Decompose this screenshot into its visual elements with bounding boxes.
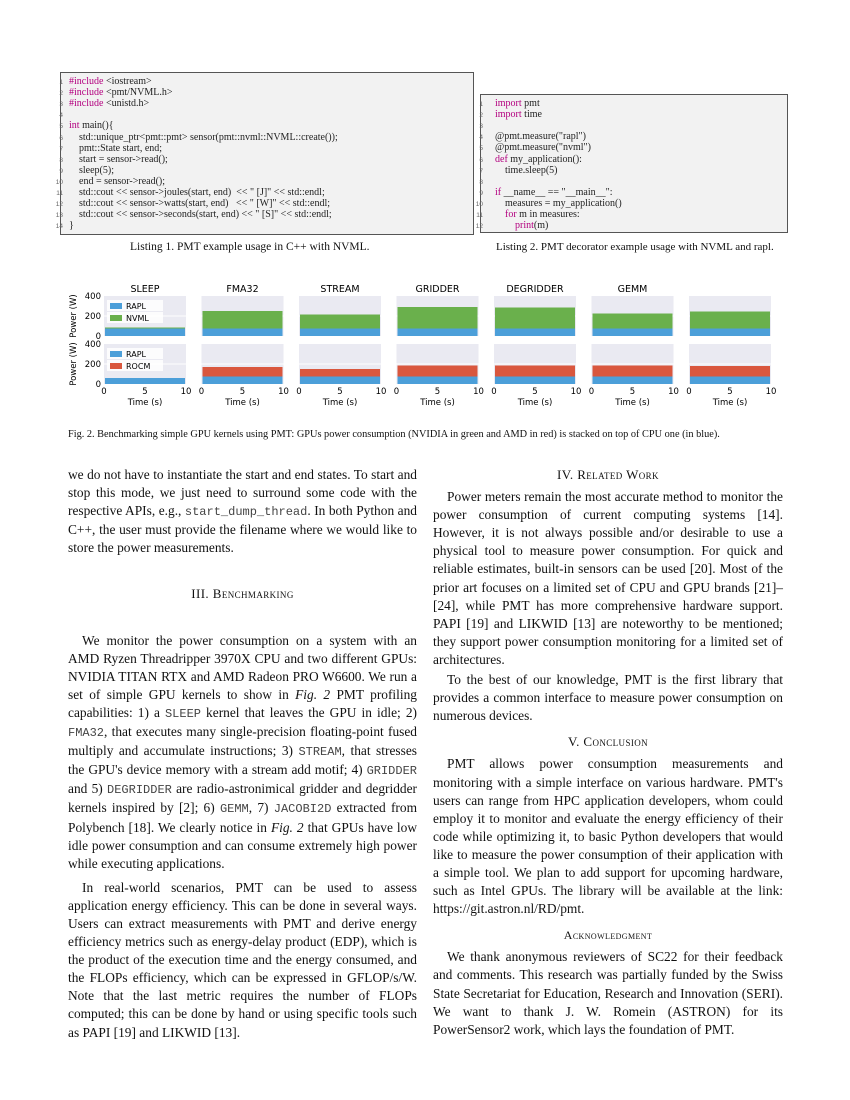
x-tick-label: 10 <box>278 387 289 397</box>
area-rocm <box>593 366 673 377</box>
code-line-number: 10 <box>55 178 63 186</box>
legend-label: RAPL <box>126 350 146 359</box>
y-tick-label: 400 <box>84 340 101 350</box>
related-work-paragraph-2: To the best of our knowledge, PMT is the first library that provides a common interface to measure power consumption on numerous devices. <box>433 672 783 724</box>
code-line: import pmt <box>495 98 540 109</box>
area-rapl <box>495 377 575 385</box>
x-tick-label: 5 <box>727 387 733 397</box>
panel-title: STREAM <box>320 284 360 295</box>
area-rapl <box>105 378 185 384</box>
x-tick-label: 0 <box>296 387 302 397</box>
x-axis-label: Time (s) <box>420 398 455 408</box>
code-line-number: 5 <box>59 123 63 131</box>
code-line-number: 1 <box>59 79 63 86</box>
area-rapl <box>398 377 478 385</box>
code-line-number: 11 <box>56 190 63 197</box>
code-line: @pmt.measure("nvml") <box>495 142 591 154</box>
legend-swatch <box>110 303 122 309</box>
code-line: std::cout << sensor->watts(start, end) << " [W]" << std::endl; <box>69 198 331 210</box>
x-axis-label: Time (s) <box>712 398 748 408</box>
code-line-number: 11 <box>476 212 483 219</box>
x-tick-label: 0 <box>686 387 692 397</box>
code-line-number: 4 <box>59 112 63 120</box>
code-line: import time <box>495 109 542 121</box>
area-rocm <box>690 366 770 377</box>
area-rapl <box>203 329 283 337</box>
area-rapl <box>593 329 673 337</box>
legend-label: RAPL <box>126 302 146 311</box>
section-heading-related-work: IV. Related Work <box>557 467 659 482</box>
code-line-number: 10 <box>475 200 483 208</box>
legend-label: ROCM <box>126 362 151 371</box>
code-line: std::cout << sensor->joules(start, end) << " [J]" << std::endl; <box>69 187 325 198</box>
code-line: } <box>69 220 74 232</box>
left-column <box>68 466 417 1042</box>
code-line-number: 7 <box>479 167 483 175</box>
area-nvml <box>398 307 478 329</box>
area-nvml <box>495 308 575 329</box>
benchmark-paragraph: We monitor the power consumption on a system with an AMD Ryzen Threadripper 3970X CPU and two different GPUs: NVIDIA TITAN RTX and AMD Radeon PRO W6600. We run a set of simple GPU kernels to show in Fig. 2 PMT profiling capabilities: 1) a SLEEP kernel that leaves the GPU in idle; 2) FMA32, that executes many single-precision floating-point fused multiply and accumulate instructions; 3) STREAM, that stresses the GPU's device memory with a stream add motif; 4) GRIDDER and 5) DEGRIDDER are radio-astronimical gridder and degridder kernels inspired by [2]; 6) GEMM, 7) JACOBI2D extracted from Polybench [18]. We clearly notice in Fig. 2 that GPUs have low idle power consumption and can consume extremely high power while executing applications. <box>68 632 417 871</box>
section-heading-conclusion: V. Conclusion <box>567 734 649 750</box>
code-line: #include <pmt/NVML.h> <box>69 87 173 99</box>
panel-title: FMA32 <box>226 284 259 295</box>
x-tick-label: 5 <box>337 387 343 397</box>
x-tick-label: 10 <box>765 387 777 397</box>
area-rapl <box>593 377 673 385</box>
x-axis-label: Time (s) <box>517 398 553 408</box>
legend-swatch <box>110 351 122 357</box>
area-rapl <box>690 329 770 337</box>
area-rapl <box>105 329 185 337</box>
code-line-number: 5 <box>479 145 483 153</box>
listing-2-code <box>475 94 788 233</box>
acknowledgment-paragraph: We thank anonymous reviewers of SC22 for their feedback and comments. This research was partially funded by the Swiss State Secretariat for Education, Research and Innovation (SERI). We want to thank J. W. Romein (ASTRON) for its PowerSensor2 work, which lays the foundation of PMT. <box>433 949 783 1037</box>
panel-title: DEGRIDDER <box>506 284 564 295</box>
code-line: pmt::State start, end; <box>69 142 163 154</box>
code-line: std::cout << sensor->seconds(start, end) << " [S]" << std::endl; <box>69 209 332 221</box>
code-line-number: 4 <box>479 134 483 142</box>
x-tick-label: 5 <box>239 387 246 397</box>
code-line-number: 6 <box>59 134 63 142</box>
x-axis-label: Time (s) <box>225 398 260 408</box>
y-tick-label: 200 <box>84 360 101 370</box>
code-line-number: 3 <box>59 101 63 109</box>
x-tick-label: 10 <box>473 387 484 397</box>
x-tick-label: 10 <box>668 387 679 397</box>
code-line-number: 8 <box>59 156 63 164</box>
area-rapl <box>398 329 478 337</box>
x-tick-label: 5 <box>629 387 636 397</box>
code-line-number: 14 <box>55 223 63 231</box>
conclusion-paragraph: PMT allows power consumption measurements and monitoring with a simple interface on various hardware. PMT's users can range from HPC application developers, whom could employ it to monitor and evaluate the energy efficiency of their code while optimizing it, to basic Python developers that would like to measure the power consumption of their application with a simple tool. We plan to add support for upcoming hardware, such as Intel GPUs. The library will be available at the link: https://git.astron.nl/RD/pmt. <box>433 756 783 917</box>
code-line: int main(){ <box>69 120 114 132</box>
x-axis-label: Time (s) <box>127 398 163 408</box>
x-tick-label: 10 <box>180 387 192 397</box>
code-line-number: 2 <box>479 112 483 120</box>
area-rocm <box>300 369 380 377</box>
area-rocm <box>495 366 575 377</box>
code-line-number: 9 <box>479 189 483 197</box>
code-line: end = sensor->read(); <box>69 175 166 187</box>
legend-swatch <box>110 363 122 369</box>
energy-efficiency-paragraph: In real-world scenarios, PMT can be used to assess application energy efficiency. This can be done in several ways. Users can extract measurements with PMT and derive energy efficiency metrics such as energy-delay product (EDP), which is the product of the execution time and the energy consumed, and the FLOPs efficiency, which can be expressed in GFLOP/s/W. Note that the last metric requires the number of FLOPs computed; this can be done by hand or using specific tools such as PAPI [19] and LIKWID [13]. <box>68 879 417 1040</box>
y-tick-label: 200 <box>84 312 101 322</box>
section-heading-acknowledgment: Acknowledgment <box>563 928 653 943</box>
code-line: sleep(5); <box>69 164 114 176</box>
area-rapl <box>690 377 770 385</box>
area-rapl <box>203 377 283 385</box>
x-tick-label: 5 <box>434 387 441 397</box>
code-line: def my_application(): <box>495 153 582 165</box>
y-tick-label: 0 <box>95 332 101 342</box>
power-chart <box>60 278 790 418</box>
area-nvml <box>593 314 673 329</box>
code-line: std::unique_ptr<pmt::pmt> sensor(pmt::nvml::NVML::create()); <box>69 131 338 143</box>
code-line: start = sensor->read(); <box>69 153 168 165</box>
left-paragraph-1: we do not have to instantiate the start and end states. To start and stop this mode, we just need to surround some code with the respective APIs, e.g., start_dump_thread. In both Python and C++, the user must provide the filename where we would like to store the power measurements. <box>68 467 417 556</box>
y-tick-label: 0 <box>95 380 101 390</box>
listing-2-caption: Listing 2. PMT decorator example usage with NVML and rapl. <box>496 241 774 253</box>
figure-caption: Fig. 2. Benchmarking simple GPU kernels using PMT: GPUs power consumption (NVIDIA in green and AMD in red) is stacked on top of CPU one (in blue). <box>68 429 720 440</box>
code-line-number: 12 <box>475 223 483 231</box>
x-tick-label: 0 <box>588 387 595 397</box>
listing-1-caption: Listing 1. PMT example usage in C++ with NVML. <box>130 241 370 253</box>
code-line-number: 3 <box>479 123 483 131</box>
area-rapl <box>300 329 380 337</box>
area-rapl <box>300 377 380 385</box>
x-tick-label: 0 <box>491 387 497 397</box>
x-tick-label: 10 <box>375 387 387 397</box>
code-line: @pmt.measure("rapl") <box>495 131 586 143</box>
code-line: measures = my_application() <box>495 197 622 209</box>
x-tick-label: 0 <box>198 387 205 397</box>
x-tick-label: 0 <box>393 387 400 397</box>
code-line: if __name__ == "__main__": <box>495 186 613 198</box>
area-rapl <box>495 329 575 337</box>
code-line: #include <unistd.h> <box>69 98 150 110</box>
x-tick-label: 5 <box>142 387 148 397</box>
code-line-number: 7 <box>59 145 63 153</box>
legend-swatch <box>110 315 122 321</box>
x-tick-label: 0 <box>101 387 107 397</box>
x-tick-label: 5 <box>532 387 538 397</box>
code-line: time.sleep(5) <box>495 164 558 176</box>
area-nvml <box>105 328 185 329</box>
code-line-number: 9 <box>59 167 63 175</box>
y-axis-label: Power (W) <box>69 294 79 338</box>
y-tick-label: 400 <box>84 292 101 302</box>
legend-label: NVML <box>126 314 149 323</box>
panel-title: GEMM <box>617 284 648 295</box>
area-nvml <box>300 315 380 329</box>
area-rocm <box>203 367 283 377</box>
area-nvml <box>203 311 283 329</box>
code-line: #include <iostream> <box>69 76 152 87</box>
code-line-number: 2 <box>59 90 63 98</box>
listing-1-code <box>55 72 474 235</box>
section-heading-benchmarking: III. Benchmarking <box>191 586 294 602</box>
area-nvml <box>690 312 770 329</box>
related-work-paragraph-1: Power meters remain the most accurate method to monitor the power consumption of current computing systems [14]. However, it is not always possible and/or desirable to use a physical tool to measure power consumption. For quick and reliable estimates, built-in sensors can be used [20]. Most of the prior art focuses on a limited set of CPU and GPU brands [21]–[24], while PMT has more comprehensive hardware support. PAPI [19] and LIKWID [13] are noteworthy to be mentioned; they support power consumption monitoring for a limited set of architectures. <box>433 489 783 667</box>
code-line-number: 12 <box>55 201 63 209</box>
code-line-number: 13 <box>55 212 63 220</box>
code-line: for m in measures: <box>505 209 580 220</box>
code-line-number: 8 <box>479 178 483 186</box>
code-line: print(m) <box>515 220 549 232</box>
x-axis-label: Time (s) <box>615 398 650 408</box>
panel-title: GRIDDER <box>415 284 460 295</box>
area-rocm <box>398 366 478 377</box>
y-axis-label: Power (W) <box>69 342 79 386</box>
code-line-number: 1 <box>479 101 483 108</box>
x-axis-label: Time (s) <box>322 398 358 408</box>
x-tick-label: 10 <box>570 387 582 397</box>
panel-title: SLEEP <box>130 284 160 295</box>
right-column <box>433 466 783 1039</box>
code-line-number: 6 <box>479 156 483 164</box>
